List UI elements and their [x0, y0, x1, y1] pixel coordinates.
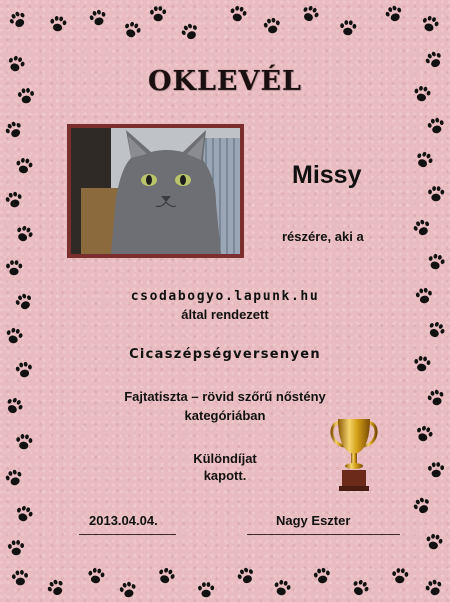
paw-print-icon	[226, 2, 250, 26]
paw-print-icon	[409, 493, 436, 520]
paw-print-icon	[2, 188, 26, 212]
signature-line	[247, 534, 400, 535]
paw-print-icon	[86, 6, 111, 31]
cat-photo	[71, 128, 240, 254]
paw-print-icon	[13, 431, 35, 453]
award-text: Különdíjat	[193, 451, 257, 466]
paw-print-icon	[4, 258, 24, 278]
paw-print-icon	[85, 565, 108, 588]
date-line	[79, 534, 176, 535]
received-text: kapott.	[203, 468, 247, 483]
paw-print-icon	[11, 501, 36, 526]
paw-print-icon	[116, 578, 140, 602]
paw-print-icon	[47, 13, 69, 35]
recipient-name: Missy	[292, 161, 362, 189]
paw-print-icon	[409, 215, 435, 241]
paw-print-icon	[424, 250, 448, 274]
paw-print-icon	[13, 155, 36, 178]
paw-print-icon	[411, 147, 437, 173]
category-line-1: Fajtatiszta – rövid szőrű nőstény	[124, 389, 326, 404]
paw-print-icon	[422, 530, 445, 553]
paw-print-icon	[4, 6, 31, 33]
paw-print-icon	[11, 221, 37, 247]
category-line-2: kategóriában	[184, 408, 266, 423]
paw-print-icon	[9, 567, 31, 589]
gray-cat-photo-icon	[71, 128, 240, 254]
paw-print-icon	[177, 19, 204, 46]
paw-print-icon	[337, 17, 358, 38]
date: 2013.04.04.	[89, 513, 158, 528]
paw-print-icon	[381, 1, 407, 27]
paw-print-icon	[148, 4, 169, 25]
paw-print-icon	[411, 421, 437, 447]
paw-print-icon	[0, 116, 27, 143]
contest-name: Cicaszépségversenyen	[129, 347, 321, 362]
paw-print-icon	[389, 565, 410, 586]
paw-print-icon	[196, 580, 216, 600]
organized-by-text: által rendezett	[181, 307, 269, 322]
signer-name: Nagy Eszter	[276, 513, 351, 528]
paw-print-icon	[260, 14, 283, 37]
for-text: részére, aki a	[282, 229, 364, 244]
website-text: csodabogyo.lapunk.hu	[130, 289, 320, 304]
trophy-icon	[328, 416, 380, 493]
certificate-title: OKLEVÉL	[147, 66, 303, 97]
paw-print-icon	[270, 576, 294, 600]
paw-print-icon	[424, 114, 448, 138]
paw-print-icon	[297, 1, 324, 28]
paw-print-icon	[418, 12, 443, 37]
paw-print-icon	[5, 537, 26, 558]
paw-print-icon	[233, 563, 259, 589]
cat-photo-frame	[67, 124, 244, 258]
paw-print-icon	[421, 575, 446, 600]
paw-print-icon	[347, 575, 374, 602]
paw-print-icon	[2, 324, 26, 348]
paw-print-icon	[153, 563, 179, 589]
paw-print-icon	[426, 184, 446, 204]
paw-print-icon	[119, 17, 145, 43]
paw-print-icon	[310, 564, 333, 587]
paw-print-icon	[42, 574, 69, 601]
